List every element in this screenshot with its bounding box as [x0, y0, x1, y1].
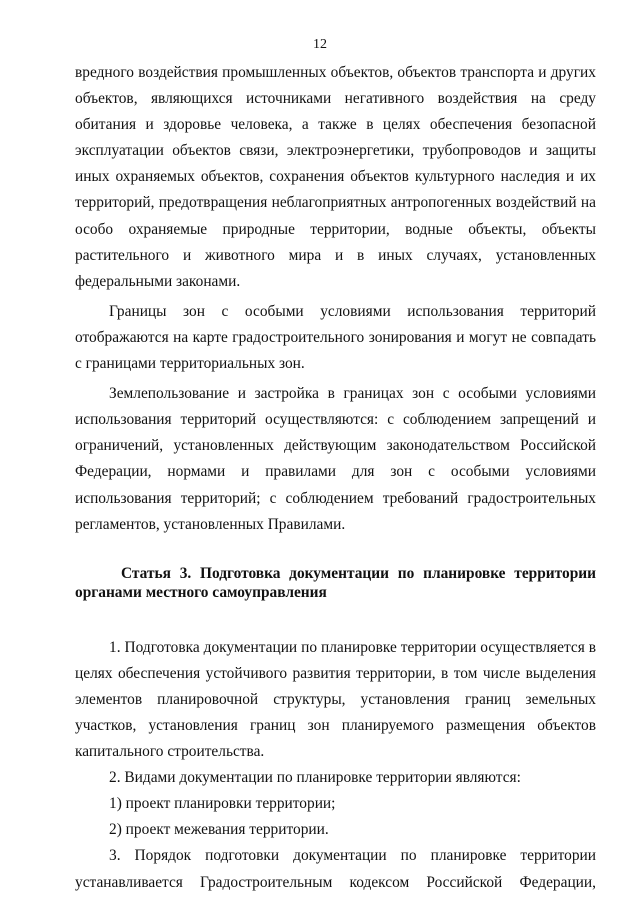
paragraph-item-1: 1. Подготовка документации по планировке территории осуществляется в целях обеспечения устойчивого развития территории, в том числе выделения элементов планировочной структуры, установления границ земельных участков, установления границ зон планируемого размещения объектов капитального строительства.: [75, 638, 596, 761]
paragraph-item-2: 2. Видами документации по планировке территории являются:: [109, 769, 521, 787]
page-number: 12: [313, 37, 327, 52]
article-heading: Статья 3. Подготовка документации по планировке территории органами местного самоуправления: [75, 564, 596, 601]
paragraph-zone-borders: Границы зон с особыми условиями использования территорий отображаются на карте градостроительного зонирования и могут не совпадать с границами территориальных зон.: [75, 302, 596, 373]
list-item-project-surveying: 2) проект межевания территории.: [109, 821, 329, 839]
paragraph-item-3: 3. Порядок подготовки документации по планировке территории устанавливается Градостроительным кодексом Российской Федерации,: [75, 847, 596, 891]
document-body: [75, 60, 596, 896]
paragraph-land-use: Землепользование и застройка в границах зон с особыми условиями использования территорий осуществляются: с соблюдением запрещений и ограничений, установленных действующим законодательством Российской Федерации, нормами и правилами для зон с особыми условиями использования территорий; с соблюдением требований градостроительных регламентов, установленных Правилами.: [75, 385, 596, 533]
paragraph-continued: вредного воздействия промышленных объектов, объектов транспорта и других объектов, являющихся источниками негативного воздействия на среду обитания и здоровье человека, а также в целях обеспечения безопасной эксплуатации объектов связи, электроэнергетики, трубопроводов и защиты иных охраняемых объектов, сохранения объектов культурного наследия и их территорий, предотвращения неблагоприятных антропогенных воздействий на особо охраняемые природные территории, водные объекты, объекты растительного и животного мира и в иных случаях, установленных федеральными законами.: [75, 64, 596, 290]
list-item-project-planning: 1) проект планировки территории;: [109, 795, 336, 813]
